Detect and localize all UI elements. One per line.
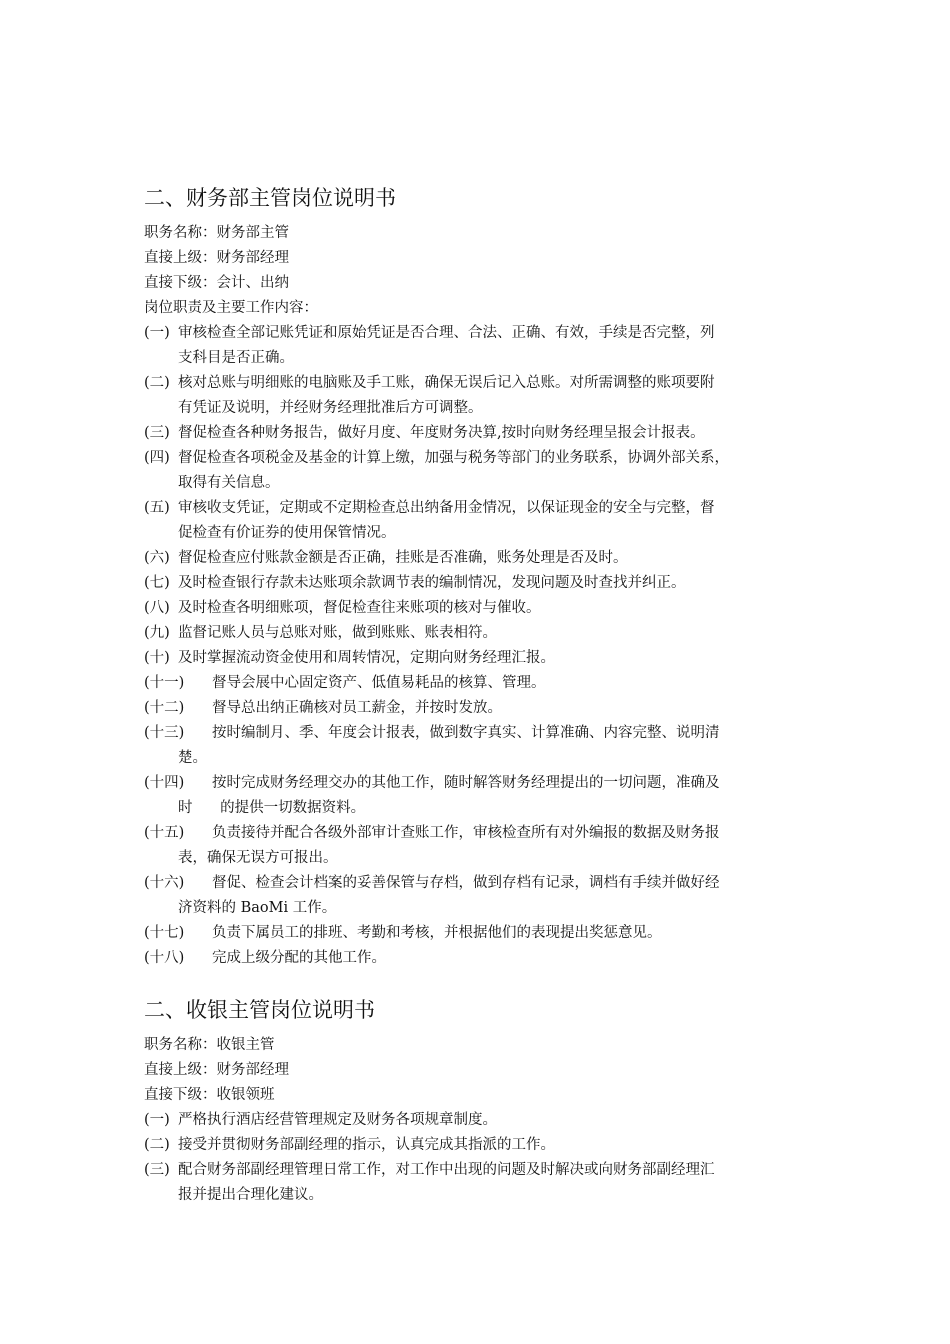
meta-line: 职务名称：收银主管 — [144, 1037, 275, 1053]
item-marker: (十七) — [144, 925, 185, 941]
item-text-continued: 有凭证及说明，并经财务经理批准后方可调整。 — [178, 400, 483, 416]
item-text-continued: 楚。 — [178, 750, 207, 766]
item-marker: (二) — [144, 1137, 170, 1153]
duty-item — [144, 546, 824, 571]
item-marker: (十) — [144, 650, 170, 666]
item-text: 督导会展中心固定资产、低值易耗品的核算、管理。 — [212, 675, 546, 691]
item-marker: (六) — [144, 550, 170, 566]
item-text: 按时编制月、季、年度会计报表，做到数字真实、计算准确、内容完整、说明清 — [212, 725, 720, 741]
item-text: 配合财务部副经理管理日常工作，对工作中出现的问题及时解决或向财务部副经理汇 — [178, 1162, 715, 1178]
duty-item — [144, 1133, 824, 1158]
meta-line: 岗位职责及主要工作内容： — [144, 300, 318, 316]
meta-line: 直接下级：收银领班 — [144, 1087, 275, 1103]
duty-item — [144, 371, 824, 421]
duty-item — [144, 946, 824, 971]
item-marker: (三) — [144, 1162, 170, 1178]
item-text-continued: 促检查有价证券的使用保管情况。 — [178, 525, 396, 541]
item-marker: (八) — [144, 600, 170, 616]
item-marker: (七) — [144, 575, 170, 591]
item-text: 及时检查各明细账项，督促检查往来账项的核对与催收。 — [178, 600, 541, 616]
duty-item — [144, 446, 824, 496]
item-text-continued: 表，确保无误方可报出。 — [178, 850, 338, 866]
item-text: 督导总出纳正确核对员工薪金，并按时发放。 — [212, 700, 502, 716]
item-marker: (九) — [144, 625, 170, 641]
item-marker: (十四) — [144, 775, 185, 791]
item-marker: (十二) — [144, 700, 185, 716]
duty-item — [144, 421, 824, 446]
duty-item — [144, 671, 824, 696]
item-marker: (十八) — [144, 950, 185, 966]
duty-item — [144, 696, 824, 721]
duty-item — [144, 721, 824, 771]
section-2 — [144, 995, 824, 1208]
duty-item — [144, 871, 824, 921]
item-text: 负责下属员工的排班、考勤和考核，并根据他们的表现提出奖惩意见。 — [212, 925, 662, 941]
duty-item — [144, 596, 824, 621]
item-text-continued: 时 的提供一切数据资料。 — [178, 800, 366, 816]
document-body — [144, 183, 824, 1208]
item-text: 负责接待并配合各级外部审计查账工作，审核检查所有对外编报的数据及财务报 — [212, 825, 720, 841]
item-marker: (十三) — [144, 725, 185, 741]
item-marker: (十一) — [144, 675, 185, 691]
item-text: 及时检查银行存款未达账项余款调节表的编制情况，发现问题及时查找并纠正。 — [178, 575, 686, 591]
item-text: 完成上级分配的其他工作。 — [212, 950, 386, 966]
duty-item — [144, 621, 824, 646]
item-marker: (四) — [144, 450, 170, 466]
duty-item — [144, 571, 824, 596]
item-text-continued: 取得有关信息。 — [178, 475, 280, 491]
duty-item — [144, 1158, 824, 1208]
duty-item — [144, 1108, 824, 1133]
item-marker: (一) — [144, 325, 170, 341]
item-text: 接受并贯彻财务部副经理的指示，认真完成其指派的工作。 — [178, 1137, 555, 1153]
duty-item — [144, 496, 824, 546]
item-text: 按时完成财务经理交办的其他工作，随时解答财务经理提出的一切问题，准确及 — [212, 775, 720, 791]
item-text: 审核收支凭证，定期或不定期检查总出纳备用金情况，以保证现金的安全与完整，督 — [178, 500, 715, 516]
item-text: 督促、检查会计档案的妥善保管与存档，做到存档有记录，调档有手续并做好经 — [212, 875, 720, 891]
item-text: 核对总账与明细账的电脑账及手工账，确保无误后记入总账。对所需调整的账项要附 — [178, 375, 715, 391]
item-marker: (一) — [144, 1112, 170, 1128]
item-marker: (二) — [144, 375, 170, 391]
duty-item — [144, 321, 824, 371]
item-marker: (三) — [144, 425, 170, 441]
section-1 — [144, 183, 824, 971]
duty-item — [144, 646, 824, 671]
meta-line: 职务名称：财务部主管 — [144, 225, 289, 241]
item-marker: (五) — [144, 500, 170, 516]
item-text: 严格执行酒店经营管理规定及财务各项规章制度。 — [178, 1112, 497, 1128]
item-text-continued: 支科目是否正确。 — [178, 350, 294, 366]
item-text-continued: 济资料的 BaoMi 工作。 — [178, 900, 337, 916]
item-marker: (十五) — [144, 825, 185, 841]
duty-item — [144, 821, 824, 871]
section-title: 二、财务部主管岗位说明书 — [144, 186, 396, 210]
item-text: 督促检查各种财务报告，做好月度、年度财务决算,按时向财务经理呈报会计报表。 — [178, 425, 705, 441]
item-text: 审核检查全部记账凭证和原始凭证是否合理、合法、正确、有效，手续是否完整，列 — [178, 325, 715, 341]
meta-line: 直接上级：财务部经理 — [144, 1062, 289, 1078]
item-text-continued: 报并提出合理化建议。 — [178, 1187, 323, 1203]
duty-item — [144, 921, 824, 946]
item-text: 监督记账人员与总账对账，做到账账、账表相符。 — [178, 625, 497, 641]
meta-line: 直接下级：会计、出纳 — [144, 275, 289, 291]
item-text: 督促检查应付账款金额是否正确，挂账是否准确，账务处理是否及时。 — [178, 550, 628, 566]
duty-item — [144, 771, 824, 821]
meta-line: 直接上级：财务部经理 — [144, 250, 289, 266]
item-text: 督促检查各项税金及基金的计算上缴，加强与税务等部门的业务联系，协调外部关系， — [178, 450, 729, 466]
item-text: 及时掌握流动资金使用和周转情况，定期向财务经理汇报。 — [178, 650, 555, 666]
section-title: 二、收银主管岗位说明书 — [144, 998, 375, 1022]
item-marker: (十六) — [144, 875, 185, 891]
